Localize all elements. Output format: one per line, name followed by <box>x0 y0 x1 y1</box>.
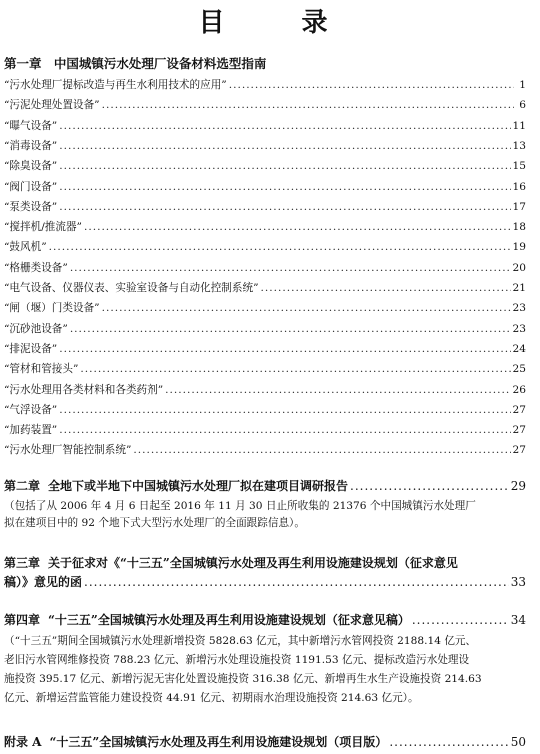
chapter-4-note-line-3: 施投资 395.17 亿元、新增污泥无害化处置设施投资 316.38 亿元、新增再生水生产设施投资 214.63 <box>4 673 482 685</box>
toc-entry[interactable] <box>4 381 526 397</box>
toc-entry-page: 1 <box>519 79 526 91</box>
appendix-a-title: “十三五”全国城镇污水处理及再生利用设施建设规划（项目版） <box>49 735 388 749</box>
leader-dots <box>59 180 510 194</box>
toc-entry[interactable] <box>4 279 526 295</box>
toc-entry-page: 23 <box>512 302 526 315</box>
toc-entry-page: 23 <box>512 322 526 335</box>
toc-entry[interactable] <box>4 96 526 112</box>
toc-entry-label: “曝气设备” <box>4 119 58 132</box>
chapter-4-number: 第四章 <box>4 613 41 627</box>
leader-dots <box>229 78 514 92</box>
toc-entry-label: “加药装置” <box>4 424 58 437</box>
toc-entry[interactable] <box>4 401 526 417</box>
chapter-2-heading[interactable] <box>4 478 526 494</box>
toc-entry[interactable] <box>4 218 526 234</box>
toc-entry-page: 11 <box>512 119 526 132</box>
toc-entry-label: “除臭设备” <box>4 160 58 173</box>
toc-entry-page: 17 <box>512 200 526 213</box>
toc-entry[interactable] <box>4 137 526 153</box>
leader-dots <box>412 612 509 628</box>
appendix-a-heading[interactable] <box>4 734 526 750</box>
toc-entry-page: 27 <box>512 444 526 457</box>
chapter-3-title-line-2: 稿）》意见的函 <box>4 575 83 589</box>
appendix-a-number: 附录 A <box>4 735 42 749</box>
chapter-4-page: 34 <box>510 613 526 627</box>
chapter-2-title: 全地下或半地下中国城镇污水处理厂拟在建项目调研报告 <box>48 479 349 493</box>
leader-dots <box>389 734 508 750</box>
chapter-2-note-line-1: （包括了从 2006 年 4 月 6 日起至 2016 年 11 月 30 日止所收集的 21376 个中国城镇污水处理厂 <box>4 500 476 512</box>
toc-entry-label: “排泥设备” <box>4 342 58 355</box>
toc-entry[interactable] <box>4 238 526 254</box>
toc-entry-label: “消毒设备” <box>4 139 58 152</box>
toc-entry[interactable] <box>4 340 526 356</box>
toc-entry[interactable] <box>4 320 526 336</box>
leader-dots <box>59 119 510 133</box>
toc-entry-label: “泵类设备” <box>4 200 58 213</box>
toc-entry[interactable] <box>4 198 526 214</box>
toc-entry[interactable] <box>4 157 526 173</box>
chapter-2-number: 第二章 <box>4 479 41 493</box>
toc-entry-page: 6 <box>519 99 526 112</box>
toc-entry-label: “阀门设备” <box>4 180 58 193</box>
toc-entry-page: 19 <box>512 241 526 254</box>
toc-entry-label: “闸（堰）门类设备” <box>4 302 100 315</box>
toc-entry-page: 13 <box>512 139 526 152</box>
chapter-1-number: 第一章 <box>4 56 42 71</box>
chapter-4-note-line-2: 老旧污水管网维修投资 788.23 亿元、新增污水处理设施投资 1191.53 亿元、提标改造污水处理设 <box>4 654 470 666</box>
chapter-3-page: 33 <box>510 575 526 589</box>
toc-entry-label: “搅拌机/推流器” <box>4 221 82 234</box>
chapter-4-note <box>4 632 528 708</box>
leader-dots <box>59 423 510 437</box>
toc-entry-label: “格栅类设备” <box>4 261 68 274</box>
chapter-4-heading[interactable] <box>4 612 526 628</box>
chapter-2-note <box>4 498 528 532</box>
toc-entry[interactable] <box>4 360 526 376</box>
toc-entry-label: “气浮设备” <box>4 403 58 416</box>
leader-dots <box>59 342 510 356</box>
leader-dots <box>59 159 510 173</box>
leader-dots <box>84 220 511 234</box>
leader-dots <box>165 383 510 397</box>
toc-entry[interactable] <box>4 178 526 194</box>
toc-entry-label: “鼓风机” <box>4 241 47 254</box>
leader-dots <box>80 362 510 376</box>
toc-entry[interactable] <box>4 76 526 92</box>
toc-entry[interactable] <box>4 259 526 275</box>
toc-entry[interactable] <box>4 421 526 437</box>
toc-entry-page: 18 <box>512 221 526 234</box>
toc-entry-label: “电气设备、仪器仪表、实验室设备与自动化控制系统” <box>4 282 259 294</box>
toc-entry[interactable] <box>4 117 526 133</box>
leader-dots <box>59 200 510 214</box>
page-title: 目 录 <box>198 8 362 38</box>
leader-dots <box>59 139 510 153</box>
chapter-3-title-line-1: 关于征求对《“十三五”全国城镇污水处理及再生利用设施建设规划（征求意见 <box>48 556 458 570</box>
leader-dots <box>261 281 511 295</box>
chapter-4-note-line-4: 亿元、新增运营监管能力建设投资 44.91 亿元、初期雨水治理设施投资 214.63 亿元）。 <box>4 692 419 704</box>
leader-dots <box>133 443 510 457</box>
toc-entry-page: 27 <box>512 403 526 416</box>
chapter-1-title: 中国城镇污水处理厂设备材料选型指南 <box>53 56 267 71</box>
toc-entry-page: 21 <box>512 282 526 294</box>
appendix-a-page: 50 <box>510 735 526 749</box>
chapter-3-heading-line-2[interactable] <box>4 574 526 590</box>
toc-entry-page: 16 <box>512 180 526 193</box>
leader-dots <box>70 322 511 336</box>
toc-entry-label: “污水处理厂智能控制系统” <box>4 444 132 457</box>
toc-entry-label: “沉砂池设备” <box>4 322 68 335</box>
toc-entry-page: 20 <box>512 261 526 274</box>
toc-entry[interactable] <box>4 441 526 457</box>
toc-entry-page: 24 <box>512 342 526 355</box>
leader-dots <box>350 478 509 494</box>
chapter-4-note-line-1: （“十三五”期间全国城镇污水处理新增投资 5828.63 亿元，其中新增污水管网投资 2188.14 亿元、 <box>4 635 477 647</box>
chapter-3-number: 第三章 <box>4 556 41 570</box>
toc-entry-label: “管材和管接头” <box>4 363 79 376</box>
leader-dots <box>49 240 511 254</box>
toc-entry-label: “污泥处理处置设备” <box>4 99 100 112</box>
leader-dots <box>84 574 509 590</box>
leader-dots <box>70 261 511 275</box>
leader-dots <box>102 98 514 112</box>
toc-entry-page: 26 <box>512 383 526 396</box>
toc-entry-label: “污水处理用各类材料和各类药剂” <box>4 383 164 396</box>
chapter-1-heading[interactable] <box>4 54 266 72</box>
toc-entry[interactable] <box>4 299 526 315</box>
toc-entry-label: “污水处理厂提标改造与再生水利用技术的应用” <box>4 79 227 91</box>
chapter-3-heading[interactable] <box>4 554 528 572</box>
chapter-2-page: 29 <box>510 479 526 493</box>
chapter-4-title: “十三五”全国城镇污水处理及再生利用设施建设规划（征求意见稿） <box>48 613 410 627</box>
toc-entry-page: 15 <box>512 160 526 173</box>
toc-entry-page: 27 <box>512 424 526 437</box>
leader-dots <box>59 403 510 417</box>
leader-dots <box>102 301 511 315</box>
toc-entry-page: 25 <box>512 363 526 376</box>
chapter-2-note-line-2: 拟在建项目中的 92 个地下式大型污水处理厂的全面跟踪信息）。 <box>4 517 305 529</box>
